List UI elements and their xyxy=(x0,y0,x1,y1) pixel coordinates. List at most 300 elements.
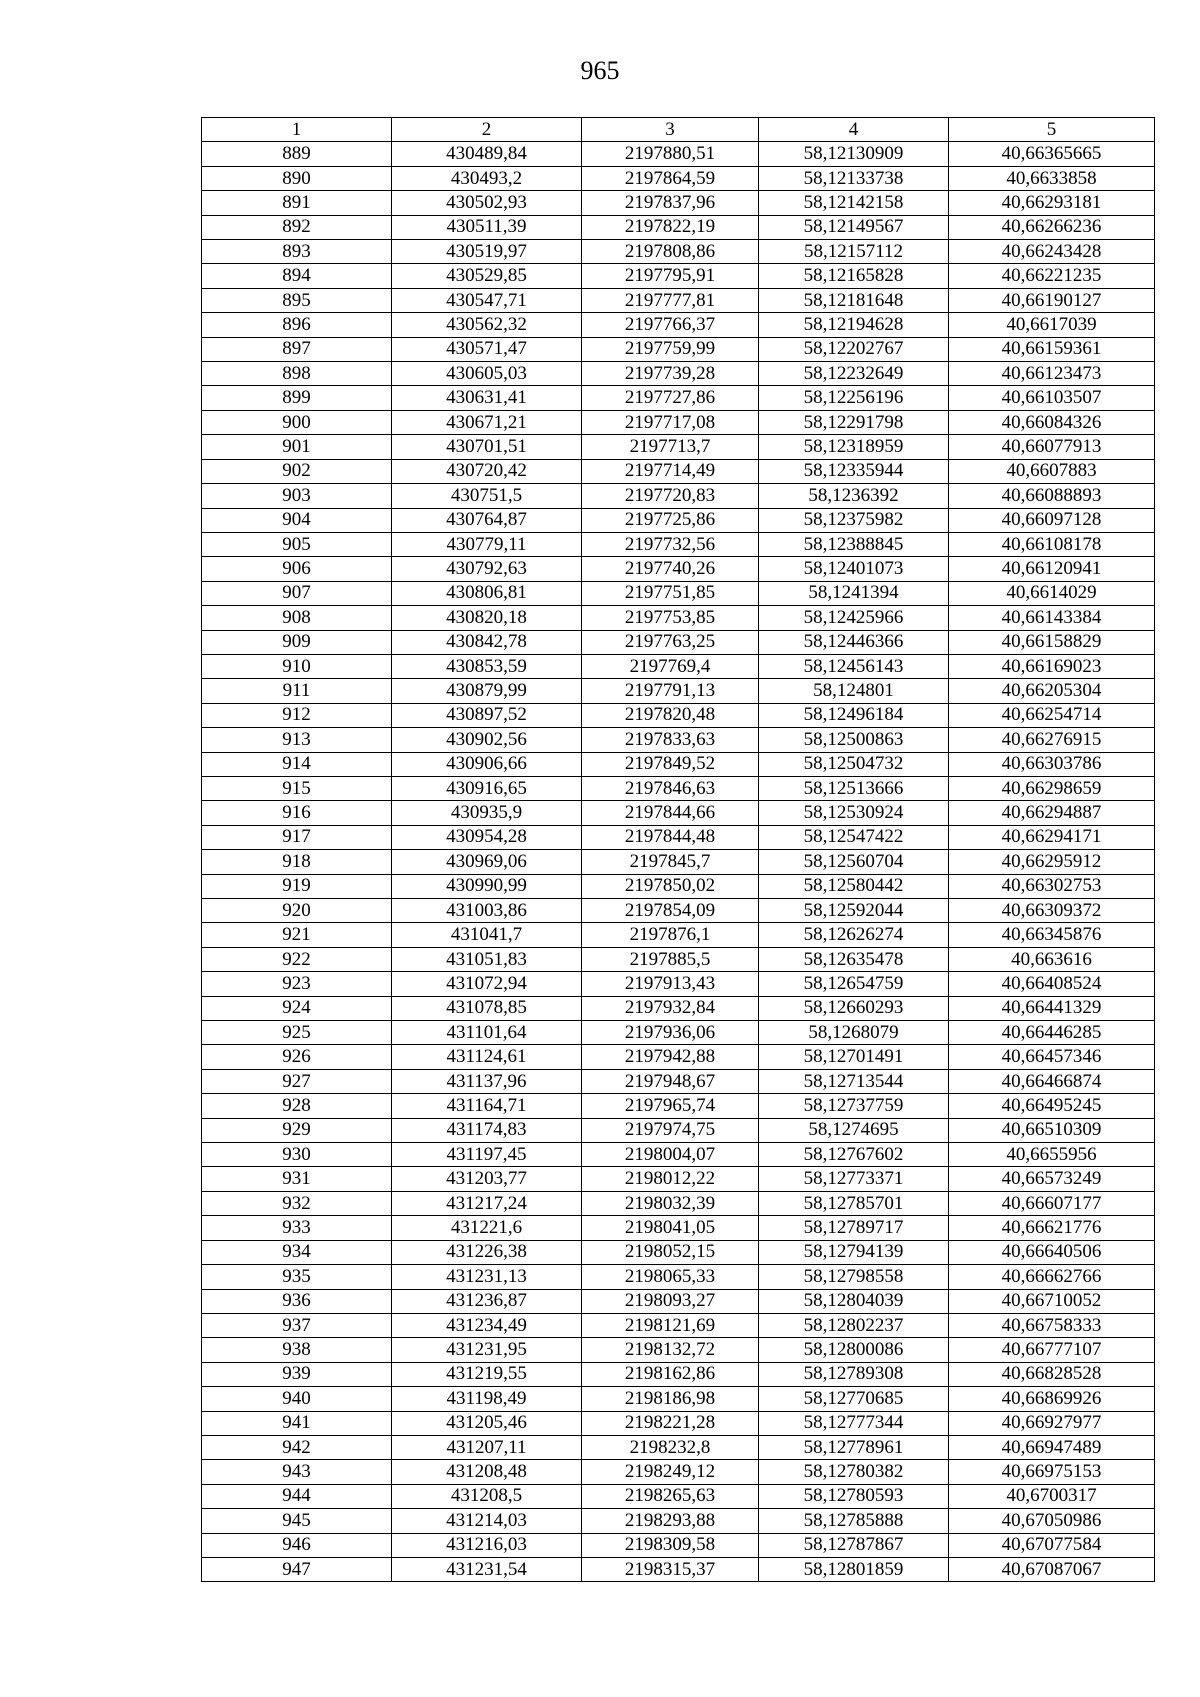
table-cell-col-2: 430806,81 xyxy=(392,581,582,605)
table-cell-col-5: 40,66510309 xyxy=(949,1118,1155,1142)
table-cell-col-4: 58,12592044 xyxy=(759,899,949,923)
table-cell-col-2: 431226,38 xyxy=(392,1240,582,1264)
table-cell-col-5: 40,66143384 xyxy=(949,606,1155,630)
table-cell-col-3: 2197725,86 xyxy=(582,508,759,532)
table-cell-col-1: 934 xyxy=(202,1240,392,1264)
table-cell-col-5: 40,66345876 xyxy=(949,923,1155,947)
table-cell-col-5: 40,66640506 xyxy=(949,1240,1155,1264)
table-cell-col-5: 40,6607883 xyxy=(949,459,1155,483)
table-cell-col-4: 58,12785701 xyxy=(759,1191,949,1215)
table-cell-col-4: 58,12130909 xyxy=(759,142,949,166)
table-cell-col-5: 40,6614029 xyxy=(949,581,1155,605)
table-row xyxy=(202,825,1155,849)
table-row xyxy=(202,142,1155,166)
table-cell-col-5: 40,66266236 xyxy=(949,215,1155,239)
table-row xyxy=(202,386,1155,410)
table-cell-col-5: 40,66777107 xyxy=(949,1338,1155,1362)
table-cell-col-5: 40,66710052 xyxy=(949,1289,1155,1313)
table-cell-col-2: 430916,65 xyxy=(392,776,582,800)
table-cell-col-5: 40,66309372 xyxy=(949,899,1155,923)
table-cell-col-1: 910 xyxy=(202,654,392,678)
table-cell-col-3: 2197777,81 xyxy=(582,288,759,312)
table-cell-col-4: 58,12256196 xyxy=(759,386,949,410)
table-cell-col-3: 2197849,52 xyxy=(582,752,759,776)
table-cell-col-4: 58,12777344 xyxy=(759,1411,949,1435)
table-cell-col-1: 914 xyxy=(202,752,392,776)
table-cell-col-2: 431164,71 xyxy=(392,1094,582,1118)
table-cell-col-2: 430842,78 xyxy=(392,630,582,654)
table-cell-col-4: 58,12626274 xyxy=(759,923,949,947)
table-cell-col-1: 918 xyxy=(202,850,392,874)
table-row xyxy=(202,776,1155,800)
table-cell-col-1: 898 xyxy=(202,362,392,386)
table-cell-col-2: 430489,84 xyxy=(392,142,582,166)
table-cell-col-5: 40,66621776 xyxy=(949,1216,1155,1240)
table-cell-col-4: 58,12635478 xyxy=(759,947,949,971)
table-cell-col-2: 430792,63 xyxy=(392,557,582,581)
table-cell-col-2: 431003,86 xyxy=(392,899,582,923)
table-cell-col-2: 431231,54 xyxy=(392,1557,582,1581)
table-cell-col-3: 2197846,63 xyxy=(582,776,759,800)
table-cell-col-2: 430902,56 xyxy=(392,728,582,752)
table-cell-col-4: 58,12446366 xyxy=(759,630,949,654)
table-cell-col-1: 939 xyxy=(202,1362,392,1386)
table-row xyxy=(202,1216,1155,1240)
table-cell-col-4: 58,12767602 xyxy=(759,1143,949,1167)
table-row xyxy=(202,947,1155,971)
table-cell-col-5: 40,66088893 xyxy=(949,484,1155,508)
table-cell-col-4: 58,12780593 xyxy=(759,1484,949,1508)
table-cell-col-1: 915 xyxy=(202,776,392,800)
table-cell-col-1: 943 xyxy=(202,1460,392,1484)
table-cell-col-2: 431124,61 xyxy=(392,1045,582,1069)
table-cell-col-2: 431216,03 xyxy=(392,1533,582,1557)
table-cell-col-2: 430897,52 xyxy=(392,703,582,727)
table-row xyxy=(202,630,1155,654)
table-cell-col-3: 2198186,98 xyxy=(582,1387,759,1411)
table-cell-col-2: 431174,83 xyxy=(392,1118,582,1142)
table-cell-col-4: 58,12713544 xyxy=(759,1069,949,1093)
table-cell-col-1: 896 xyxy=(202,313,392,337)
table-cell-col-4: 58,12773371 xyxy=(759,1167,949,1191)
table-cell-col-5: 40,66103507 xyxy=(949,386,1155,410)
table-cell-col-1: 942 xyxy=(202,1435,392,1459)
table-cell-col-3: 2197942,88 xyxy=(582,1045,759,1069)
table-cell-col-1: 894 xyxy=(202,264,392,288)
table-cell-col-4: 58,12802237 xyxy=(759,1313,949,1337)
table-cell-col-5: 40,66573249 xyxy=(949,1167,1155,1191)
table-cell-col-4: 58,12798558 xyxy=(759,1265,949,1289)
table-cell-col-3: 2197845,7 xyxy=(582,850,759,874)
table-row xyxy=(202,1240,1155,1264)
table-cell-col-4: 58,12318959 xyxy=(759,435,949,459)
table-cell-col-1: 932 xyxy=(202,1191,392,1215)
table-cell-col-2: 431219,55 xyxy=(392,1362,582,1386)
table-cell-col-2: 430954,28 xyxy=(392,825,582,849)
table-row xyxy=(202,923,1155,947)
table-cell-col-2: 430502,93 xyxy=(392,191,582,215)
table-cell-col-4: 58,12194628 xyxy=(759,313,949,337)
table-cell-col-2: 430671,21 xyxy=(392,410,582,434)
table-cell-col-1: 897 xyxy=(202,337,392,361)
table-cell-col-2: 431203,77 xyxy=(392,1167,582,1191)
table-cell-col-1: 947 xyxy=(202,1557,392,1581)
table-row xyxy=(202,1460,1155,1484)
table-cell-col-1: 922 xyxy=(202,947,392,971)
table-row xyxy=(202,459,1155,483)
table-cell-col-4: 58,12133738 xyxy=(759,166,949,190)
table-cell-col-4: 58,1274695 xyxy=(759,1118,949,1142)
table-cell-col-3: 2197720,83 xyxy=(582,484,759,508)
table-cell-col-5: 40,6617039 xyxy=(949,313,1155,337)
table-cell-col-3: 2198065,33 xyxy=(582,1265,759,1289)
table-cell-col-2: 430720,42 xyxy=(392,459,582,483)
table-cell-col-2: 430820,18 xyxy=(392,606,582,630)
table-cell-col-5: 40,66869926 xyxy=(949,1387,1155,1411)
table-row xyxy=(202,557,1155,581)
table-row xyxy=(202,215,1155,239)
table-cell-col-2: 431236,87 xyxy=(392,1289,582,1313)
table-cell-col-5: 40,66365665 xyxy=(949,142,1155,166)
table-cell-col-5: 40,66205304 xyxy=(949,679,1155,703)
table-row xyxy=(202,240,1155,264)
table-cell-col-3: 2197948,67 xyxy=(582,1069,759,1093)
table-row xyxy=(202,191,1155,215)
table-row xyxy=(202,1094,1155,1118)
table-cell-col-5: 40,66158829 xyxy=(949,630,1155,654)
table-cell-col-1: 902 xyxy=(202,459,392,483)
table-row xyxy=(202,484,1155,508)
table-header-row xyxy=(202,118,1155,142)
table-cell-col-2: 430571,47 xyxy=(392,337,582,361)
table-cell-col-5: 40,66293181 xyxy=(949,191,1155,215)
table-cell-col-3: 2197864,59 xyxy=(582,166,759,190)
table-row xyxy=(202,1021,1155,1045)
table-cell-col-5: 40,66159361 xyxy=(949,337,1155,361)
table-cell-col-1: 893 xyxy=(202,240,392,264)
table-cell-col-5: 40,66295912 xyxy=(949,850,1155,874)
table-cell-col-3: 2197913,43 xyxy=(582,972,759,996)
table-cell-col-2: 431198,49 xyxy=(392,1387,582,1411)
table-cell-col-1: 907 xyxy=(202,581,392,605)
table-cell-col-2: 430935,9 xyxy=(392,801,582,825)
table-cell-col-4: 58,12165828 xyxy=(759,264,949,288)
table-cell-col-5: 40,66294887 xyxy=(949,801,1155,825)
table-cell-col-5: 40,66276915 xyxy=(949,728,1155,752)
table-cell-col-2: 431137,96 xyxy=(392,1069,582,1093)
table-cell-col-5: 40,66221235 xyxy=(949,264,1155,288)
table-cell-col-2: 431234,49 xyxy=(392,1313,582,1337)
table-row xyxy=(202,1435,1155,1459)
table-cell-col-5: 40,6655956 xyxy=(949,1143,1155,1167)
table-cell-col-5: 40,66123473 xyxy=(949,362,1155,386)
table-cell-col-3: 2197732,56 xyxy=(582,532,759,556)
table-cell-col-5: 40,6633858 xyxy=(949,166,1155,190)
table-cell-col-1: 889 xyxy=(202,142,392,166)
table-cell-col-1: 938 xyxy=(202,1338,392,1362)
table-cell-col-2: 431221,6 xyxy=(392,1216,582,1240)
table-cell-col-2: 430969,06 xyxy=(392,850,582,874)
column-header-5: 5 xyxy=(949,118,1155,142)
table-cell-col-5: 40,66927977 xyxy=(949,1411,1155,1435)
table-cell-col-3: 2197713,7 xyxy=(582,435,759,459)
table-cell-col-2: 431078,85 xyxy=(392,996,582,1020)
table-cell-col-3: 2198032,39 xyxy=(582,1191,759,1215)
table-cell-col-3: 2197880,51 xyxy=(582,142,759,166)
table-cell-col-1: 944 xyxy=(202,1484,392,1508)
table-cell-col-5: 40,66466874 xyxy=(949,1069,1155,1093)
table-row xyxy=(202,1289,1155,1313)
table-cell-col-4: 58,12787867 xyxy=(759,1533,949,1557)
table-cell-col-1: 891 xyxy=(202,191,392,215)
table-cell-col-1: 916 xyxy=(202,801,392,825)
table-cell-col-1: 909 xyxy=(202,630,392,654)
table-cell-col-4: 58,124801 xyxy=(759,679,949,703)
table-cell-col-1: 890 xyxy=(202,166,392,190)
table-row xyxy=(202,410,1155,434)
table-row xyxy=(202,1313,1155,1337)
table-cell-col-3: 2197850,02 xyxy=(582,874,759,898)
table-cell-col-1: 920 xyxy=(202,899,392,923)
table-row xyxy=(202,996,1155,1020)
table-cell-col-2: 431208,5 xyxy=(392,1484,582,1508)
table-cell-col-3: 2198265,63 xyxy=(582,1484,759,1508)
table-cell-col-4: 58,12804039 xyxy=(759,1289,949,1313)
table-cell-col-1: 892 xyxy=(202,215,392,239)
table-cell-col-5: 40,663616 xyxy=(949,947,1155,971)
table-cell-col-4: 58,1241394 xyxy=(759,581,949,605)
table-cell-col-4: 58,12496184 xyxy=(759,703,949,727)
table-row xyxy=(202,1143,1155,1167)
table-cell-col-4: 58,12794139 xyxy=(759,1240,949,1264)
table-cell-col-4: 58,12425966 xyxy=(759,606,949,630)
table-cell-col-4: 58,12513666 xyxy=(759,776,949,800)
coordinates-table xyxy=(201,117,1155,1582)
table-cell-col-1: 903 xyxy=(202,484,392,508)
table-cell-col-4: 58,12181648 xyxy=(759,288,949,312)
table-row xyxy=(202,679,1155,703)
table-cell-col-3: 2198052,15 xyxy=(582,1240,759,1264)
table-cell-col-3: 2197740,26 xyxy=(582,557,759,581)
table-cell-col-2: 430562,32 xyxy=(392,313,582,337)
table-cell-col-1: 931 xyxy=(202,1167,392,1191)
table-cell-col-5: 40,67087067 xyxy=(949,1557,1155,1581)
table-cell-col-2: 431214,03 xyxy=(392,1509,582,1533)
table-cell-col-3: 2197936,06 xyxy=(582,1021,759,1045)
table-cell-col-2: 431217,24 xyxy=(392,1191,582,1215)
table-row xyxy=(202,606,1155,630)
table-cell-col-4: 58,12530924 xyxy=(759,801,949,825)
table-cell-col-5: 40,66408524 xyxy=(949,972,1155,996)
table-cell-col-4: 58,12335944 xyxy=(759,459,949,483)
table-cell-col-3: 2197844,66 xyxy=(582,801,759,825)
table-cell-col-1: 930 xyxy=(202,1143,392,1167)
table-cell-col-1: 899 xyxy=(202,386,392,410)
table-body xyxy=(202,142,1155,1582)
table-cell-col-4: 58,12456143 xyxy=(759,654,949,678)
table-cell-col-1: 940 xyxy=(202,1387,392,1411)
table-cell-col-4: 58,12388845 xyxy=(759,532,949,556)
table-cell-col-5: 40,66302753 xyxy=(949,874,1155,898)
table-cell-col-3: 2198162,86 xyxy=(582,1362,759,1386)
table-cell-col-1: 937 xyxy=(202,1313,392,1337)
table-cell-col-3: 2198004,07 xyxy=(582,1143,759,1167)
table-cell-col-1: 925 xyxy=(202,1021,392,1045)
table-row xyxy=(202,288,1155,312)
table-cell-col-4: 58,12780382 xyxy=(759,1460,949,1484)
table-cell-col-3: 2197759,99 xyxy=(582,337,759,361)
table-cell-col-4: 58,12770685 xyxy=(759,1387,949,1411)
table-row xyxy=(202,581,1155,605)
table-cell-col-2: 431231,13 xyxy=(392,1265,582,1289)
table-cell-col-5: 40,66303786 xyxy=(949,752,1155,776)
table-cell-col-5: 40,66975153 xyxy=(949,1460,1155,1484)
table-cell-col-4: 58,12500863 xyxy=(759,728,949,752)
table-cell-col-1: 933 xyxy=(202,1216,392,1240)
table-row xyxy=(202,850,1155,874)
table-row xyxy=(202,899,1155,923)
table-cell-col-4: 58,12375982 xyxy=(759,508,949,532)
table-cell-col-1: 901 xyxy=(202,435,392,459)
table-cell-col-2: 430547,71 xyxy=(392,288,582,312)
table-cell-col-4: 58,12291798 xyxy=(759,410,949,434)
table-row xyxy=(202,1045,1155,1069)
table-row xyxy=(202,508,1155,532)
table-cell-col-3: 2198132,72 xyxy=(582,1338,759,1362)
table-row xyxy=(202,1191,1155,1215)
table-cell-col-3: 2197885,5 xyxy=(582,947,759,971)
table-cell-col-4: 58,12560704 xyxy=(759,850,949,874)
table-cell-col-4: 58,12701491 xyxy=(759,1045,949,1069)
table-cell-col-1: 905 xyxy=(202,532,392,556)
table-cell-col-2: 431041,7 xyxy=(392,923,582,947)
table-cell-col-2: 431072,94 xyxy=(392,972,582,996)
table-cell-col-5: 40,66662766 xyxy=(949,1265,1155,1289)
table-cell-col-5: 40,66097128 xyxy=(949,508,1155,532)
table-row xyxy=(202,1557,1155,1581)
table-cell-col-3: 2198293,88 xyxy=(582,1509,759,1533)
table-cell-col-2: 431208,48 xyxy=(392,1460,582,1484)
table-row xyxy=(202,1069,1155,1093)
table-cell-col-2: 430631,41 xyxy=(392,386,582,410)
table-cell-col-5: 40,66120941 xyxy=(949,557,1155,581)
table-row xyxy=(202,1509,1155,1533)
table-cell-col-1: 927 xyxy=(202,1069,392,1093)
table-cell-col-2: 430879,99 xyxy=(392,679,582,703)
table-cell-col-3: 2198221,28 xyxy=(582,1411,759,1435)
table-row xyxy=(202,532,1155,556)
table-cell-col-2: 430529,85 xyxy=(392,264,582,288)
column-header-4: 4 xyxy=(759,118,949,142)
table-cell-col-2: 431207,11 xyxy=(392,1435,582,1459)
table-cell-col-2: 430779,11 xyxy=(392,532,582,556)
table-cell-col-3: 2197932,84 xyxy=(582,996,759,1020)
table-cell-col-3: 2198249,12 xyxy=(582,1460,759,1484)
table-cell-col-1: 926 xyxy=(202,1045,392,1069)
table-cell-col-2: 431231,95 xyxy=(392,1338,582,1362)
table-cell-col-1: 911 xyxy=(202,679,392,703)
table-cell-col-3: 2198232,8 xyxy=(582,1435,759,1459)
table-cell-col-3: 2197822,19 xyxy=(582,215,759,239)
table-cell-col-1: 900 xyxy=(202,410,392,434)
table-cell-col-5: 40,66446285 xyxy=(949,1021,1155,1045)
table-cell-col-1: 906 xyxy=(202,557,392,581)
table-cell-col-4: 58,12660293 xyxy=(759,996,949,1020)
table-cell-col-2: 430605,03 xyxy=(392,362,582,386)
table-cell-col-4: 58,12800086 xyxy=(759,1338,949,1362)
table-cell-col-2: 430906,66 xyxy=(392,752,582,776)
table-cell-col-3: 2197965,74 xyxy=(582,1094,759,1118)
table-cell-col-5: 40,66243428 xyxy=(949,240,1155,264)
column-header-3: 3 xyxy=(582,118,759,142)
table-cell-col-3: 2197769,4 xyxy=(582,654,759,678)
table-cell-col-1: 928 xyxy=(202,1094,392,1118)
table-cell-col-5: 40,66607177 xyxy=(949,1191,1155,1215)
table-cell-col-1: 921 xyxy=(202,923,392,947)
table-cell-col-2: 431051,83 xyxy=(392,947,582,971)
table-cell-col-3: 2197763,25 xyxy=(582,630,759,654)
table-cell-col-4: 58,12232649 xyxy=(759,362,949,386)
table-cell-col-3: 2197854,09 xyxy=(582,899,759,923)
table-cell-col-5: 40,66190127 xyxy=(949,288,1155,312)
table-cell-col-1: 913 xyxy=(202,728,392,752)
table-row xyxy=(202,703,1155,727)
table-cell-col-3: 2197974,75 xyxy=(582,1118,759,1142)
table-cell-col-4: 58,12580442 xyxy=(759,874,949,898)
table-row xyxy=(202,801,1155,825)
table-cell-col-4: 58,12149567 xyxy=(759,215,949,239)
table-cell-col-2: 430511,39 xyxy=(392,215,582,239)
table-cell-col-3: 2197714,49 xyxy=(582,459,759,483)
table-cell-col-5: 40,66084326 xyxy=(949,410,1155,434)
table-row xyxy=(202,1338,1155,1362)
table-cell-col-5: 40,66828528 xyxy=(949,1362,1155,1386)
table-cell-col-1: 929 xyxy=(202,1118,392,1142)
table-cell-col-5: 40,66758333 xyxy=(949,1313,1155,1337)
table-row xyxy=(202,1118,1155,1142)
table-cell-col-1: 908 xyxy=(202,606,392,630)
table-cell-col-4: 58,12547422 xyxy=(759,825,949,849)
table-cell-col-4: 58,12654759 xyxy=(759,972,949,996)
table-cell-col-3: 2198093,27 xyxy=(582,1289,759,1313)
table-cell-col-5: 40,66254714 xyxy=(949,703,1155,727)
table-row xyxy=(202,1387,1155,1411)
table-cell-col-1: 941 xyxy=(202,1411,392,1435)
table-cell-col-5: 40,66457346 xyxy=(949,1045,1155,1069)
table-cell-col-1: 912 xyxy=(202,703,392,727)
table-cell-col-4: 58,1236392 xyxy=(759,484,949,508)
table-row xyxy=(202,1265,1155,1289)
table-cell-col-1: 904 xyxy=(202,508,392,532)
table-cell-col-4: 58,12504732 xyxy=(759,752,949,776)
column-header-1: 1 xyxy=(202,118,392,142)
table-cell-col-3: 2197833,63 xyxy=(582,728,759,752)
table-cell-col-3: 2197808,86 xyxy=(582,240,759,264)
table-cell-col-5: 40,6700317 xyxy=(949,1484,1155,1508)
table-cell-col-2: 430701,51 xyxy=(392,435,582,459)
table-cell-col-2: 431205,46 xyxy=(392,1411,582,1435)
table-row xyxy=(202,1533,1155,1557)
table-cell-col-4: 58,12737759 xyxy=(759,1094,949,1118)
table-cell-col-5: 40,66441329 xyxy=(949,996,1155,1020)
table-cell-col-3: 2197876,1 xyxy=(582,923,759,947)
table-row xyxy=(202,1167,1155,1191)
table-cell-col-3: 2197795,91 xyxy=(582,264,759,288)
page-number: 965 xyxy=(580,56,620,85)
table-cell-col-4: 58,12401073 xyxy=(759,557,949,581)
table-cell-col-1: 935 xyxy=(202,1265,392,1289)
table-cell-col-3: 2197727,86 xyxy=(582,386,759,410)
